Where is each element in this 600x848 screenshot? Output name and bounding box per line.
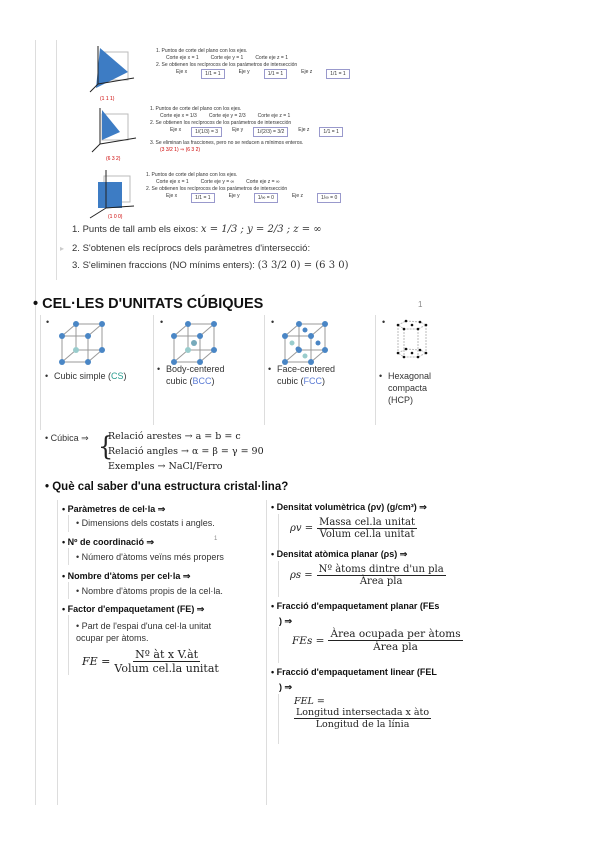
element	[166, 363, 246, 387]
step: Corte eje y = 2/3	[208, 113, 246, 119]
text: CEL·LES D'UNITATS CÚBIQUES	[42, 296, 264, 312]
element: •	[271, 317, 275, 327]
fel-formula	[294, 696, 431, 730]
element	[156, 69, 376, 79]
indent-guide	[35, 40, 36, 805]
element	[73, 347, 79, 353]
text: Nº de coordinació ⇒	[67, 537, 154, 547]
relation: Relació arestes → a = b = c	[108, 431, 241, 442]
element	[296, 347, 301, 352]
axis-label: Eje x	[170, 127, 182, 133]
axis-label: Eje x	[166, 193, 178, 199]
text: Punts de tall amb els eixos:	[82, 224, 201, 235]
element	[308, 333, 314, 339]
reciprocal: 1/∞ = 0	[317, 193, 341, 203]
element	[292, 628, 463, 653]
hexagonal-close-packed-icon	[392, 317, 432, 365]
cubica-label: • Cúbica ⇒	[45, 433, 89, 443]
text: FEL =	[294, 696, 325, 707]
element	[419, 321, 422, 324]
text: ) ⇒	[279, 682, 293, 692]
step: Corte eje y = ∞	[200, 179, 235, 185]
text: Nombre d'àtoms propis de la cel·la.	[81, 586, 223, 596]
indent-guide	[266, 500, 267, 805]
element	[171, 333, 177, 339]
element	[59, 359, 65, 365]
step: 3. Se eliminan las fracciones, pero no se reducen a mínimos enteros.	[150, 140, 304, 146]
element	[146, 172, 376, 203]
step: Corte eje z = ∞	[246, 179, 280, 185]
element: •	[46, 317, 50, 327]
text: BCC	[192, 376, 212, 386]
element	[73, 321, 79, 327]
element	[417, 356, 420, 359]
indent-guide	[278, 514, 279, 550]
cell-column-hcp	[375, 315, 485, 425]
reciprocal: 1/1 = 1	[201, 69, 224, 79]
indent-guide	[278, 627, 279, 663]
step: Corte eje z = 1	[255, 55, 288, 61]
reciprocal: 1/1 = 1	[264, 69, 287, 79]
element	[85, 333, 91, 339]
text: Densitat atòmica planar (ρs) ⇒	[276, 549, 408, 559]
text: 1.	[72, 224, 80, 235]
text: Densitat volumètrica (ρv) (g/cm³) ⇒	[276, 502, 427, 512]
element	[150, 127, 375, 137]
step: Corte eje x = 1	[156, 179, 189, 185]
element	[150, 113, 375, 120]
text: Nombre d'àtoms per cel·la ⇒	[67, 571, 191, 581]
element	[403, 356, 406, 359]
element: • Factor d'empaquetament (FE) ⇒	[62, 604, 205, 614]
axis-label: Eje z	[298, 127, 310, 133]
element: • Part de l'espai d'una cel·la unitat ocupar per àtoms.	[76, 621, 212, 643]
element	[317, 564, 446, 587]
text: Volum cel.la unitat	[114, 662, 219, 675]
simple-cubic-icon	[56, 320, 106, 370]
brace: {	[98, 430, 114, 462]
reciprocal: 1/∞ = 0	[254, 193, 278, 203]
list-item	[72, 260, 349, 271]
element	[403, 328, 406, 331]
element	[150, 106, 375, 154]
element	[191, 340, 197, 346]
text: S'eliminen fraccions (NO mínims enters):	[82, 260, 258, 271]
step: 2. Se obtienen los recíprocos de los parámetros de intersección	[146, 186, 288, 192]
miller-label: (6 3 2)	[106, 156, 121, 162]
text: ) ⇒	[279, 616, 293, 626]
element: •	[160, 317, 164, 327]
element	[99, 347, 105, 353]
text: Fracció d'empaquetament planar (FEs	[276, 601, 440, 611]
text: CS	[111, 371, 124, 381]
element	[82, 648, 219, 675]
miller-label: (1 0 0)	[108, 214, 123, 220]
element	[59, 333, 65, 339]
indent-guide	[40, 315, 41, 430]
reciprocal: 1/(1/3) = 3	[191, 127, 222, 137]
cube-plane-100-icon	[88, 168, 138, 220]
element	[290, 341, 295, 346]
element	[282, 333, 288, 339]
text: ρv =	[290, 523, 314, 534]
indent-guide	[68, 582, 69, 599]
element	[92, 144, 100, 152]
step: Corte eje y = 1	[210, 55, 244, 61]
text: 3.	[72, 260, 80, 271]
text: 2.	[72, 243, 80, 254]
step: (3 3/2 1) ⇒ (6 3 2)	[160, 147, 201, 153]
element	[397, 324, 400, 327]
reciprocal: 1/1 = 1	[319, 127, 342, 137]
element	[425, 352, 428, 355]
element	[146, 193, 376, 203]
text: Àrea ocupada per àtoms	[330, 628, 461, 640]
step: 1. Puntos de corte del plano con los ejes.	[146, 172, 238, 178]
miller-indices-figure	[88, 38, 378, 223]
text: (3 3/2 0) = (6 3 0)	[257, 260, 349, 271]
text: Dimensions dels costats i angles.	[81, 518, 215, 528]
element	[417, 328, 420, 331]
section-heading: • CEL·LES D'UNITATS CÚBIQUES	[33, 296, 264, 312]
step: 2. Se obtienen los recíprocos de los parámetros de intersección	[156, 62, 298, 68]
text: )	[211, 376, 215, 386]
text: x = 1/3 ; y = 2/3 ; z = ∞	[200, 224, 322, 235]
element	[62, 324, 102, 362]
element	[425, 324, 428, 327]
text: ρs =	[290, 570, 313, 581]
element	[197, 333, 203, 339]
text: Face-centered cubic (	[277, 364, 336, 386]
text: FCC	[303, 376, 323, 386]
indent-guide	[68, 615, 69, 675]
axis-label: Eje z	[301, 69, 313, 75]
element	[296, 321, 302, 327]
list-item	[72, 243, 310, 254]
reciprocal: 1/1 = 1	[191, 193, 214, 203]
element	[397, 320, 428, 359]
element	[100, 138, 136, 144]
text: Fracció d'empaquetament linear (FEL	[276, 667, 437, 677]
element	[99, 321, 105, 327]
step: Corte eje z = 1	[257, 113, 291, 119]
element	[405, 320, 408, 323]
element	[411, 352, 414, 355]
element	[156, 48, 376, 79]
axis-label: Eje x	[176, 69, 188, 75]
text: Cúbica ⇒	[50, 433, 89, 443]
element	[290, 517, 417, 540]
element	[316, 341, 321, 346]
comment-count[interactable]: 1	[214, 536, 218, 542]
reciprocal: 1/1 = 1	[326, 69, 349, 79]
element	[411, 324, 414, 327]
element	[185, 321, 191, 327]
text: Longitud intersectada x àto	[296, 707, 430, 718]
text: Part de l'espai d'una cel·la unitat ocupar per àtoms.	[76, 621, 212, 643]
indent-guide	[68, 515, 69, 532]
text: Volum cel.la unitat	[319, 529, 415, 540]
element	[419, 349, 422, 352]
indent-guide	[56, 40, 57, 280]
relation: Exemples → NaCl/Ferro	[108, 461, 223, 472]
axis-label: Eje z	[291, 193, 304, 199]
element	[290, 564, 446, 587]
indent-guide	[57, 500, 58, 805]
element: • Número d'àtoms veïns més propers	[76, 552, 224, 562]
indent-guide	[278, 694, 279, 744]
text: Nº àtoms dintre d'un pla	[318, 564, 444, 575]
text: S'obtenen els recíprocs dels paràmetres d'intersecció:	[82, 243, 311, 254]
element	[277, 363, 357, 387]
element: • Nº de coordinació ⇒	[62, 537, 154, 547]
element: •	[382, 317, 386, 327]
element	[114, 648, 218, 675]
element: • Fracció d'empaquetament planar (FEs	[271, 601, 440, 611]
section-heading: • Què cal saber d'una estructura cristal·lina?	[45, 481, 289, 493]
element	[156, 55, 376, 62]
text: Massa cel.la unitat	[319, 517, 416, 528]
element	[398, 321, 426, 357]
element	[303, 354, 308, 359]
text: FEs =	[292, 634, 325, 647]
element: • Dimensions dels costats i angles.	[76, 518, 215, 528]
step: 1. Puntos de corte del plano con los ejes.	[150, 106, 242, 112]
axis-label: Eje y	[228, 193, 240, 199]
element	[146, 179, 376, 186]
text: Paràmetres de cel·la ⇒	[67, 504, 166, 514]
element	[211, 321, 217, 327]
axis-label: Eje y	[232, 127, 244, 133]
text: Cubic simple (	[54, 371, 112, 381]
element	[294, 707, 431, 730]
miller-label: (1 1 1)	[100, 96, 115, 102]
text: Body-centered cubic (	[166, 364, 225, 386]
step: 2. Se obtienen los recíprocos de los parámetros de intersección	[150, 120, 292, 126]
element	[317, 517, 417, 540]
relation: Relació angles → α = β = γ = 90	[108, 446, 264, 457]
element	[322, 321, 328, 327]
text: Àrea pla	[373, 641, 418, 653]
element: • Nombre d'àtoms propis de la cel·la.	[76, 586, 223, 596]
cell-column-fcc	[264, 315, 374, 425]
element	[405, 348, 408, 351]
element: • Fracció d'empaquetament linear (FEL	[271, 667, 437, 677]
step: 1. Puntos de corte del plano con los ejes.	[156, 48, 248, 54]
text: Què cal saber d'una estructura cristal·lina?	[52, 481, 289, 493]
list-item	[72, 224, 322, 235]
element	[211, 347, 217, 353]
element	[90, 208, 106, 218]
element	[185, 347, 191, 353]
element: • Densitat atòmica planar (ρs) ⇒	[271, 549, 408, 559]
text: Nº àt x V.àt	[135, 648, 199, 661]
text: Longitud de la línia	[315, 719, 410, 730]
text: )	[123, 371, 127, 381]
element	[397, 352, 400, 355]
text: • Hexagonal compacta (HCP)	[388, 370, 448, 406]
step: Corte eje x = 1/3	[160, 113, 197, 119]
cell-column-cs	[42, 315, 152, 425]
element	[98, 182, 122, 208]
element	[322, 347, 328, 353]
comment-count[interactable]: 1	[418, 300, 423, 309]
text: )	[322, 376, 326, 386]
reciprocal: 1/(2/3) = 3/2	[253, 127, 288, 137]
cube-plane-111-icon	[88, 44, 138, 94]
element	[328, 628, 462, 653]
text: Número d'àtoms veïns més propers	[81, 552, 224, 562]
text: Àrea pla	[359, 576, 403, 587]
element	[303, 328, 308, 333]
text: Factor d'empaquetament (FE) ⇒	[67, 604, 205, 614]
indent-guide	[278, 561, 279, 597]
toggle-arrow-icon[interactable]: ▸	[60, 244, 65, 253]
text: FE =	[82, 655, 111, 668]
element: • Nombre d'àtoms per cel·la ⇒	[62, 571, 191, 581]
axis-label: Eje y	[238, 69, 250, 75]
indent-guide	[68, 548, 69, 565]
element	[85, 359, 91, 365]
element: • Paràmetres de cel·la ⇒	[62, 504, 166, 514]
element	[90, 84, 98, 92]
element: • Densitat volumètrica (ρv) (g/cm³) ⇒	[271, 502, 427, 512]
cell-column-bcc	[153, 315, 263, 425]
element	[54, 370, 134, 382]
cube-plane-632-icon	[90, 104, 140, 154]
cubica-relations	[108, 429, 264, 474]
step: Corte eje x = 1	[166, 55, 199, 61]
